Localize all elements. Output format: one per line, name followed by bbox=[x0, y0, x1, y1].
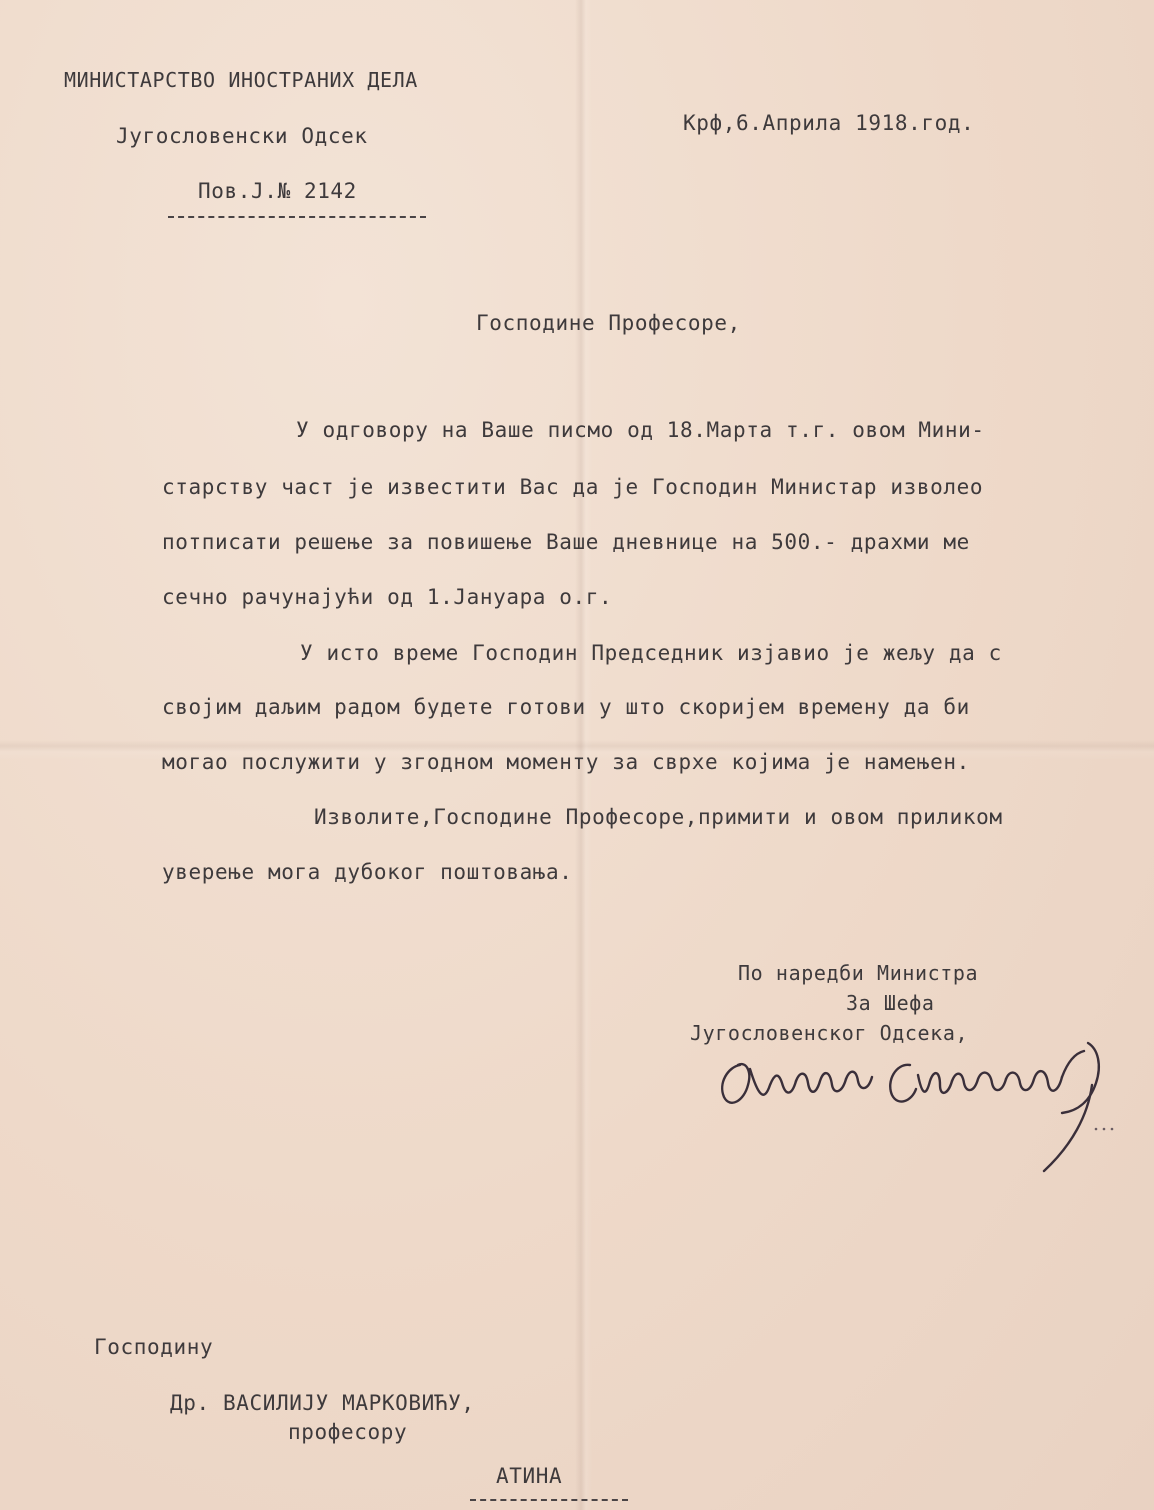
footer-divider bbox=[470, 1499, 628, 1501]
addressee-city: АТИНА bbox=[496, 1464, 563, 1488]
addressee-name: Др. ВАСИЛИЈУ МАРКОВИЋУ, bbox=[170, 1391, 475, 1415]
body-line: потписати решење за повишење Ваше дневнице на 500.- драхми ме bbox=[162, 530, 970, 554]
body-line: У исто време Господин Председник изјавио је жељу да с bbox=[300, 641, 1002, 665]
header-divider bbox=[168, 216, 426, 218]
closing-line: По наредби Министра bbox=[738, 961, 979, 985]
body-line: могао послужити у згодном моменту за сврхе којима је намењен. bbox=[162, 750, 970, 774]
salutation: Господине Професоре, bbox=[476, 311, 741, 335]
addressee-title: професору bbox=[288, 1420, 408, 1444]
ministry-name: МИНИСТАРСТВО ИНОСТРАНИХ ДЕЛА bbox=[64, 68, 418, 92]
body-line: Изволите,Господине Професоре,примити и овом приликом bbox=[314, 805, 1003, 829]
closing-line: Југословенског Одсека, bbox=[690, 1021, 969, 1045]
reference-number: Пов.J.№ 2142 bbox=[198, 179, 357, 203]
place-date: Крф,6.Априла 1918.год. bbox=[683, 111, 975, 135]
body-line: У одговору на Ваше писмо од 18.Марта т.г. овом Мини- bbox=[296, 418, 985, 442]
addressee-line: Господину bbox=[94, 1335, 214, 1359]
handwritten-signature bbox=[700, 1025, 1130, 1185]
body-line: старству част је известити Вас да је Господин Министар изволео bbox=[162, 475, 984, 499]
body-line: сечно рачунајући од 1.Јануара о.г. bbox=[162, 585, 613, 609]
body-line: уверење мога дубоког поштовања. bbox=[162, 860, 573, 884]
body-line: својим даљим радом будете готови у што скоријем времену да би bbox=[162, 695, 970, 719]
closing-line: За Шефа bbox=[846, 991, 935, 1015]
department-name: Југословенски Одсек bbox=[116, 124, 368, 148]
